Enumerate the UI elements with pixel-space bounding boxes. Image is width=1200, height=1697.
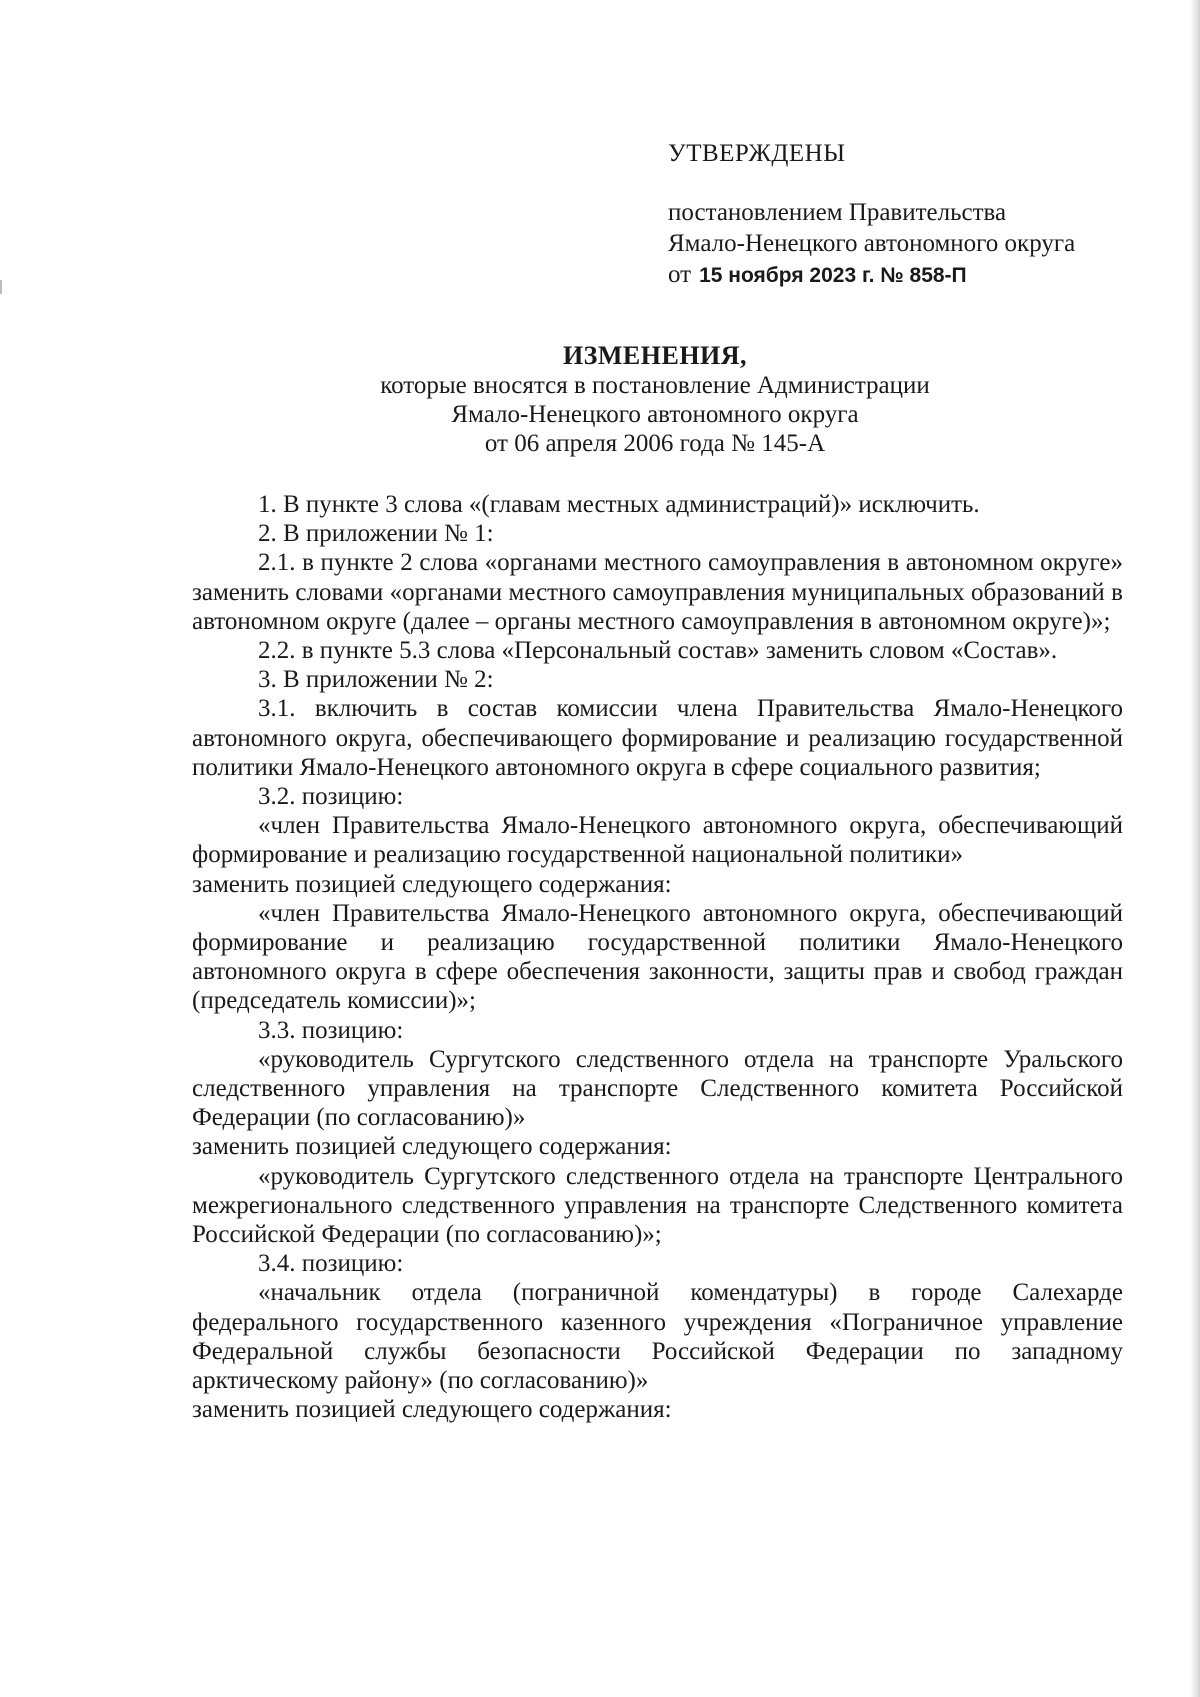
paragraph-2: 2. В приложении № 1: — [258, 520, 494, 548]
page-edge-shadow — [1190, 0, 1200, 1697]
approval-date-number: 15 ноября 2023 г. № 858-П — [699, 264, 967, 287]
approval-issuer-line1: постановлением Правительства — [668, 199, 1007, 226]
paragraph-3: 3. В приложении № 2: — [258, 666, 494, 694]
replace-with-3-4: заменить позицией следующего содержания: — [192, 1396, 672, 1424]
paragraph-3-4: 3.4. позицию: — [258, 1250, 404, 1278]
position-old-3-4: «начальник отдела (пограничной комендатуры) в городе Салехарде федерального государственного казенного учреждения «Пограничное управление Федеральной службы безопасности Российской Федерации по западному арктическому району» (по согласованию)» — [192, 1279, 1123, 1395]
document-body — [192, 490, 1123, 1425]
paragraph-3-2: 3.2. позицию: — [258, 783, 404, 811]
document-subtitle-line3: от 06 апреля 2006 года № 145-А — [484, 430, 826, 457]
paragraph-3-3: 3.3. позицию: — [258, 1016, 404, 1044]
paragraph-1: 1. В пункте 3 слова «(главам местных администраций)» исключить. — [258, 491, 980, 518]
approval-title: УТВЕРЖДЕНЫ — [668, 140, 846, 167]
paragraph-2-2: 2.2. в пункте 5.3 слова «Персональный состав» заменить словом «Состав». — [258, 637, 1058, 665]
approval-date-line — [668, 259, 1138, 291]
approval-stamp — [668, 138, 1138, 291]
approval-issuer-line2: Ямало-Ненецкого автономного округа — [668, 230, 1076, 257]
replace-with-3-2: заменить позицией следующего содержания: — [192, 870, 672, 898]
position-new-3-2: «член Правительства Ямало-Ненецкого автономного округа, обеспечивающий формирование и реализацию государственной политики Ямало-Ненецкого автономного округа в сфере обеспечения законности, защиты прав и свобод граждан (председатель комиссии)»; — [192, 899, 1123, 1015]
document-subtitle-line2: Ямало-Ненецкого автономного округа — [451, 401, 859, 428]
document-title: ИЗМЕНЕНИЯ, — [562, 341, 748, 370]
document-heading — [190, 341, 1120, 458]
scan-edge-mark — [0, 280, 2, 294]
position-new-3-3: «руководитель Сургутского следственного отдела на транспорте Центрального межрегионального следственного управления на транспорте Следственного комитета Российской Федерации (по согласованию)»; — [192, 1162, 1123, 1249]
position-old-3-2: «член Правительства Ямало-Ненецкого автономного округа, обеспечивающий формирование и реализацию государственной национальной политики» — [192, 812, 1123, 869]
replace-with-3-3: заменить позицией следующего содержания: — [192, 1133, 672, 1161]
position-old-3-3: «руководитель Сургутского следственного отдела на транспорте Уральского следственного управления на транспорте Следственного комитета Российской Федерации (по согласованию)» — [192, 1045, 1123, 1132]
paragraph-2-1: 2.1. в пункте 2 слова «органами местного самоуправления в автономном округе» заменить словами «органами местного самоуправления муниципальных образований в автономном округе (далее – органы местного самоуправления в автономном округе)»; — [192, 549, 1123, 635]
paragraph-3-1: 3.1. включить в состав комиссии члена Правительства Ямало-Ненецкого автономного округа, обеспечивающего формирование и реализацию государственной политики Ямало-Ненецкого автономного округа в сфере социального развития; — [192, 695, 1123, 781]
approval-date-prefix: от — [668, 261, 692, 288]
document-subtitle-line1: которые вносятся в постановление Администрации — [380, 372, 930, 399]
